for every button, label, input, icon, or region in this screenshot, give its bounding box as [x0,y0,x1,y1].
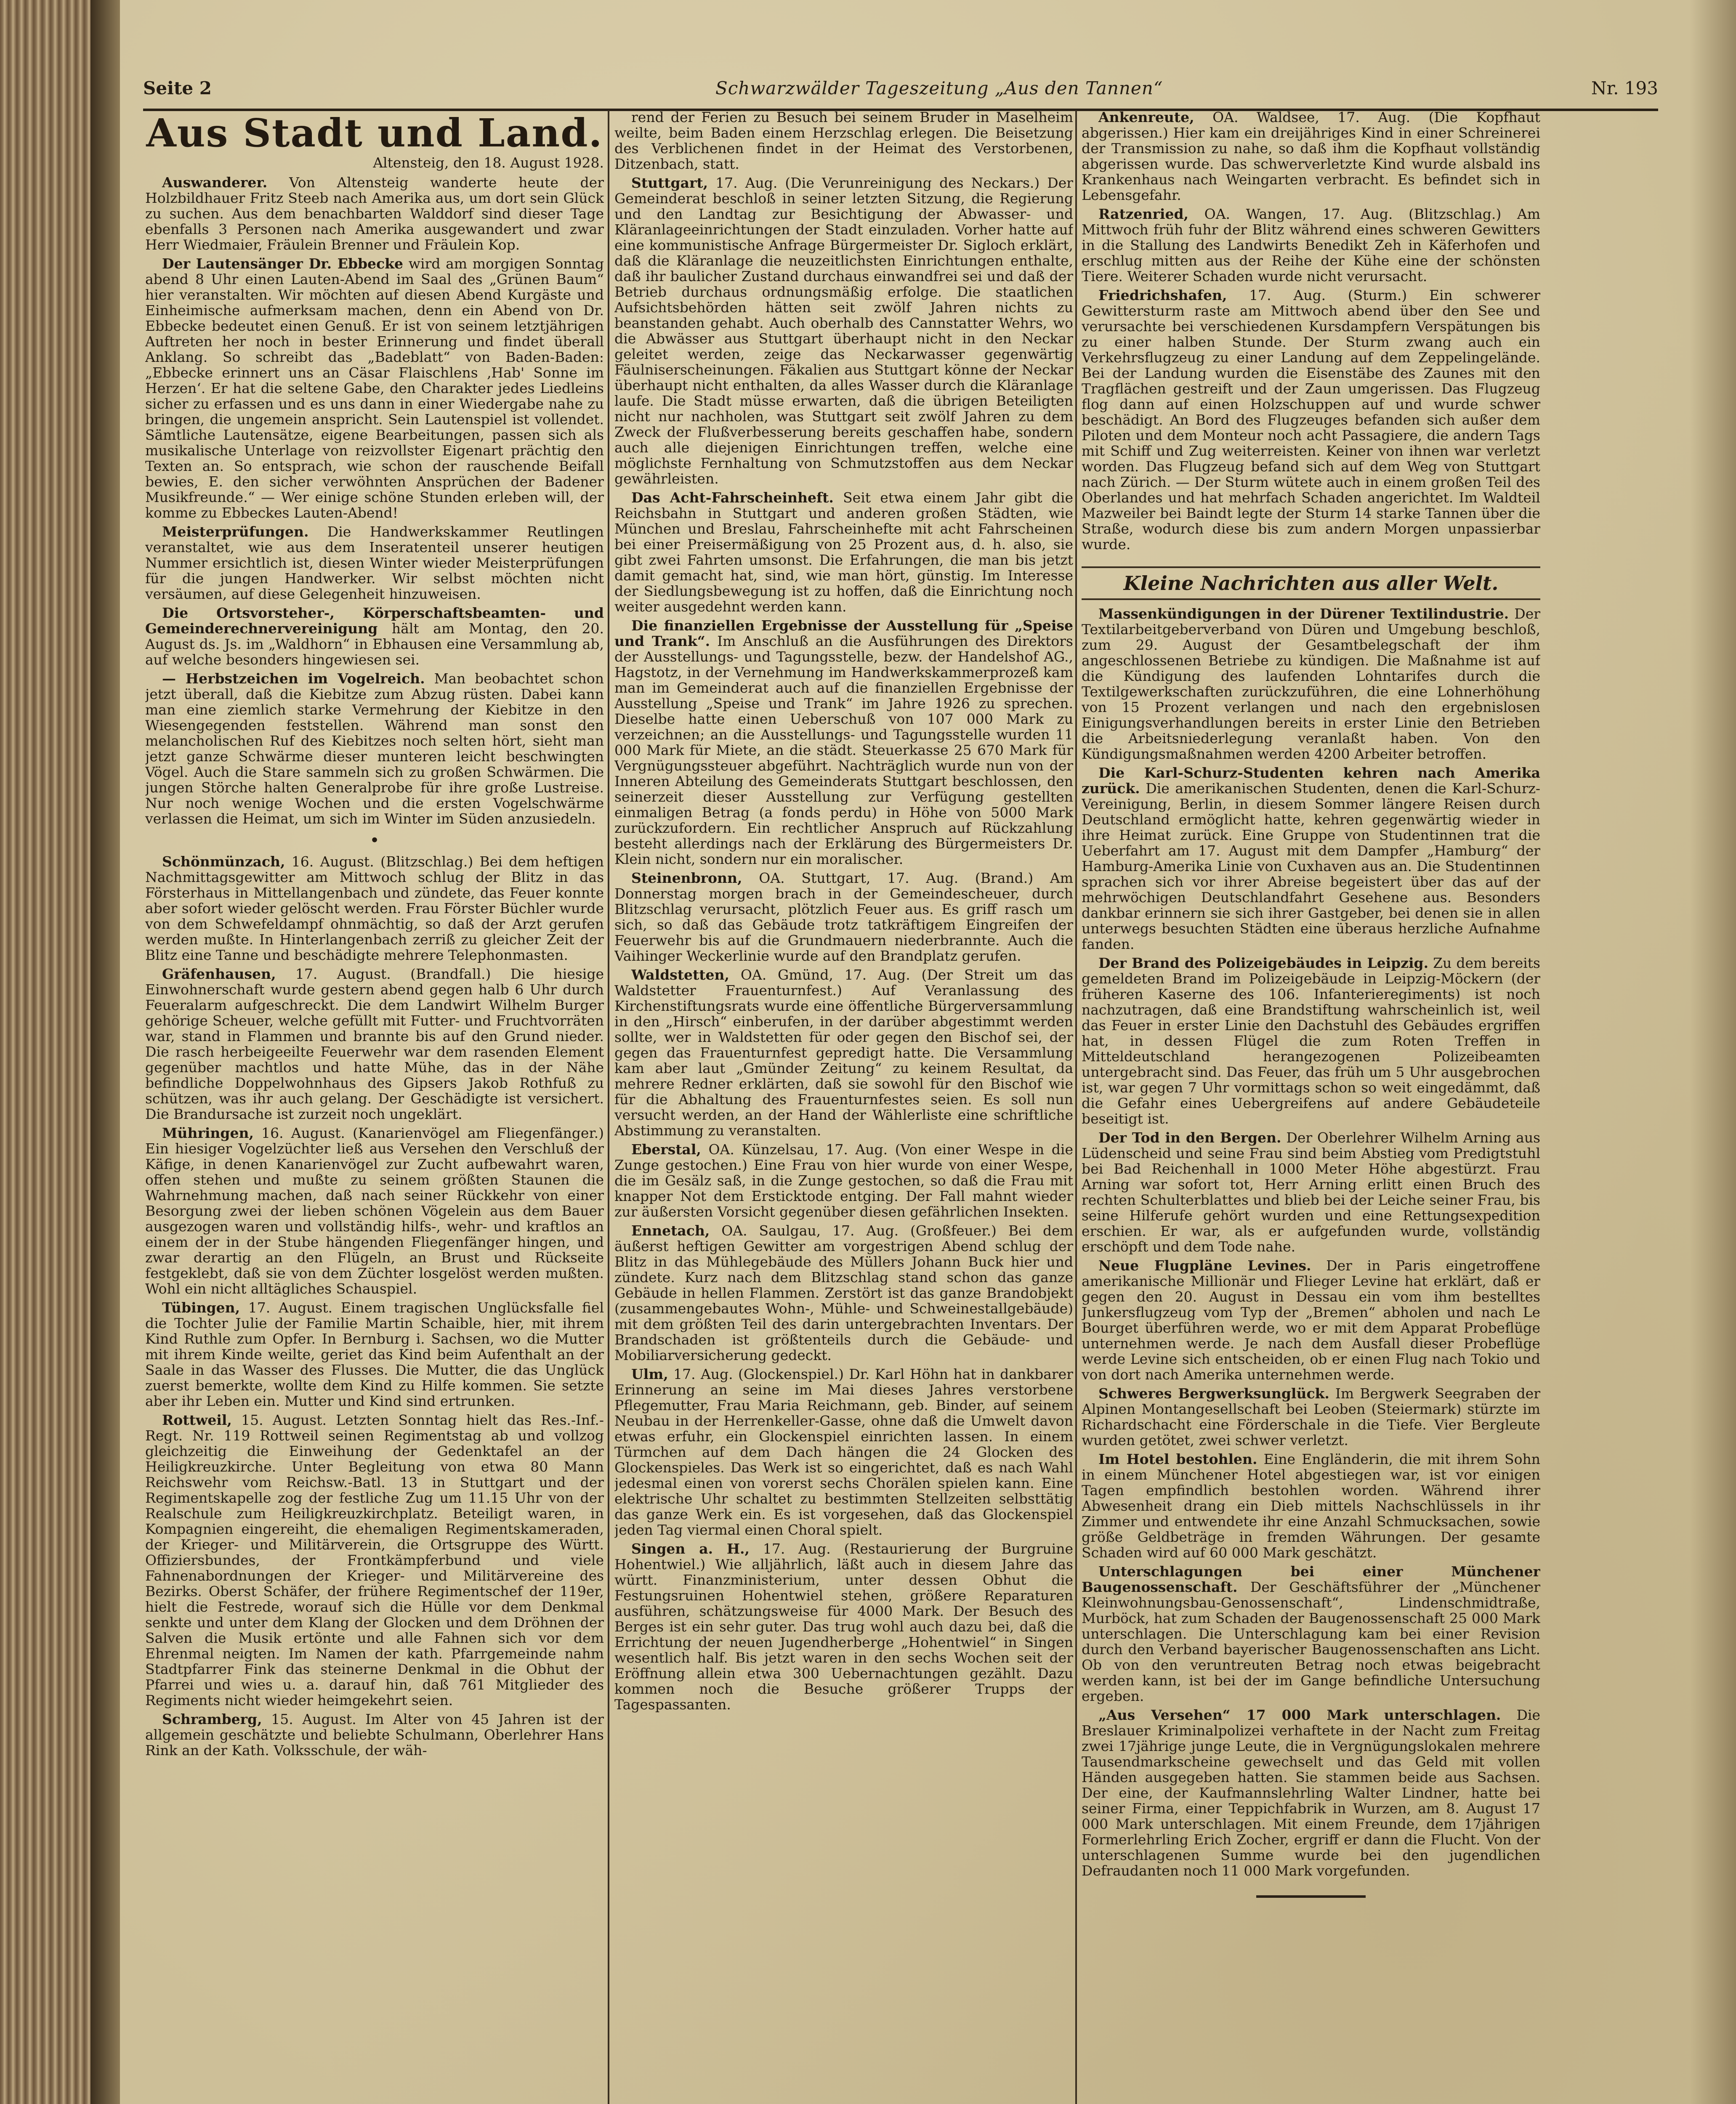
column-3 [1082,109,1540,2104]
article-paragraph [145,1300,604,1409]
gutter-shadow [90,0,120,2104]
article-lead: Ratzenried, [1098,206,1189,222]
article-text: 17. Aug. (Sturm.) Ein schwerer Gewittersturm raste am Mittwoch abend über den See und verursachte bei verschiedenen Kursdampfern Verspätungen bis zu einer halben Stunde. Der Sturm zwang auch ein Verkehrsflugzeug zu einer Landung auf dem Zeppelingelände. Bei der Landung wurden die Eisenstäbe des Zaunes mit den Tragflächen gestreift und der Zaun umgerissen. Das Flugzeug flog dann auf einen Holzschuppen auf und wurde schwer beschädigt. An Bord des Flugzeuges befanden sich außer dem Piloten und dem Monteur noch acht Passagiere, die andern Tags mit Schiff und Zug weiterreisten. Keiner von ihnen war verletzt worden. Das Flugzeug befand sich auf dem Weg von Stuttgart nach Zürich. — Der Sturm wütete auch in einem großen Teil des Oberlandes und hat mehrfach Schaden angerichtet. Im Waldteil Mazweiler bei Baindt legte der Sturm 14 starke Tannen über die Straße, wodurch diese bis zum andern Morgen unpassierbar wurde. [1082,287,1540,553]
col1-articles [145,175,604,1758]
article-text: Der Textilarbeitgeberverband von Düren und Umgebung beschloß, zum 29. August der Gesamtbelegschaft der ihm angeschlossenen Betriebe zu kündigen. Die Maßnahme ist auf die Kündigung des laufenden Lohntarifes durch die Textilgewerkschaften zurückzuführen, die eine Lohnerhöhung von 15 Prozent verlangen und nach den ergebnislosen Einigungsverhandlungen bereits in erster Linie den Betrieben die Arbeitsniederlegung veranlaßt haben. Von den Kündigungsmaßnahmen werden 4200 Arbeiter betroffen. [1082,606,1540,762]
article-paragraph [145,524,604,602]
article-text: wird am morgigen Sonntag abend 8 Uhr einen Lauten-Abend im Saal des „Grünen Baum“ hier veranstalten. Wir möchten auf diesen Abend Kurgäste und Einheimische aufmerksam machen, denn ein Abend von Dr. Ebbecke bedeutet einen Genuß. Er ist von seinem letztjährigen Auftreten her noch in bester Erinnerung und findet überall Anklang. So schreibt das „Badeblatt“ von Baden-Baden: „Ebbecke erinnert uns an Cäsar Flaischlens ‚Hab' Sonne im Herzen‘. Er hat die seltene Gabe, den Charakter jedes Liedleins sicher zu erfassen und es uns dann in einer Wiedergabe nahe zu bringen, die ungemein anspricht. Sein Lautenspiel ist vollendet. Sämtliche Lautensätze, eigene Bearbeitungen, passen sich als musikalische Unterlage von reizvollster Eigenart prächtig den Texten an. So entsprach, wie schon der rauschende Beifall bewies, E. den sicher verwöhnten Ansprüchen der Badener Musikfreunde.“ — Wer einige schöne Stunden erleben will, der komme zu Ebbeckes Lauten-Abend! [145,255,604,521]
article-lead: Der Tod in den Bergen. [1098,1129,1281,1146]
separator-dot: • [370,832,379,848]
column-2 [614,109,1073,2104]
article-lead: Schönmünzach, [162,853,285,870]
article-text: Von Altensteig wanderte heute der Holzbildhauer Fritz Steeb nach Amerika aus, um dort sein Glück zu suchen. Aus dem benachbarten Walddorf sind dieser Tage ebenfalls 3 Personen nach Amerika ausgewandert und zwar Herr Wiedmaier, Fräulein Brenner und Fräulein Kop. [145,174,604,253]
article-paragraph [614,1541,1073,1712]
article-text: Der in Paris eingetroffene amerikanische Millionär und Flieger Levine hat erklärt, daß er gegen den 20. August in Dessau ein vom ihm bestelltes Junkersflugzeug vom Typ der „Bremen“ abholen und nach Le Bourget überführen werde, wo er mit dem Apparat Probeflüge unternehmen werde. Je nach dem Ausfall dieser Probeflüge werde Levine sich entscheiden, ob er einen Flug nach Tokio und von dort nach Amerika unternehmen werde. [1082,1257,1540,1383]
article-text: 16. August. (Kanarienvögel am Fliegenfänger.) Ein hiesiger Vogelzüchter ließ aus Versehen den Verschluß der Käfige, in denen Kanarienvögel zur Zucht aufbewahrt waren, offen stehen und mußte zu seinem größten Staunen die Wahrnehmung machen, daß nach seiner Rückkehr von einer Besorgung zwei der lieben schönen Vögelein aus dem Bauer ausgezogen waren und vollständig hilfs-, wehr- und kraftlos an einem der in der Stube hängenden Fliegenfänger hingen, und zwar derartig an den Flügeln, an Brust und Rückseite festgeklebt, daß sie von dem Züchter losgelöst werden mußten. Wohl ein nicht alltägliches Schauspiel. [145,1125,604,1297]
article-text: 15. August. Letzten Sonntag hielt das Res.-Inf.-Regt. Nr. 119 Rottweil seinen Regimentstag ab und vollzog gleichzeitig die Einweihung der Gedenktafel an der Heiligkreuzkirche. Unter Begleitung von etwa 80 Mann Reichswehr vom Reichsw.-Batl. 13 in Stuttgart und der Regimentskapelle zog der festliche Zug um 11.15 Uhr von der Realschule zum Heiligkreuzkirchplatz. Beteiligt waren, in Kompagnien eingereiht, die ehemaligen Regimentskameraden, der Krieger- und Militärverein, die Ortsgruppe des Württ. Offiziersbundes, der Frontkämpferbund und viele Fahnenabordnungen der Krieger- und Militärvereine des Bezirks. Oberst Schäfer, der frühere Regimentschef der 119er, hielt die Festrede, worauf sich die Hülle vor dem Denkmal senkte und unter dem Klang der Glocken und dem Dröhnen der Salven die Musik ertönte und alle Fahnen sich vor dem Ehrenmal neigten. Im Namen der kath. Pfarrgemeinde nahm Stadtpfarrer Fink das steinerne Denkmal in die Obhut der Pfarrei und wies u. a. darauf hin, daß 761 Mitglieder des Regiments nicht wieder heimgekehrt seien. [145,1412,604,1708]
article-paragraph [614,618,1073,867]
article-paragraph [1082,1258,1540,1382]
page-label: Seite 2 [143,78,212,98]
article-text: rend der Ferien zu Besuch bei seinem Bruder in Maselheim weilte, beim Baden einem Herzschlag erlegen. Die Beisetzung des Verblichenen findet in der Heimat des Verstorbenen, Ditzenbach, statt. [614,109,1073,172]
article-lead: Meisterprüfungen. [162,523,309,540]
article-text: Der Geschäftsführer der „Münchener Kleinwohnungsbau-Genossenschaft“, Lindenschmidtraße, Murböck, hat zum Schaden der Baugenossenschaft 25 000 Mark unterschlagen. Die Unterschlagung kam bei einer Revision durch den Verband bayerischer Baugenossenschaften ans Licht. Ob von den veruntreuten Betrag noch etwas beigebracht werden kann, ist bei der im Gange befindliche Untersuchung ergeben. [1082,1579,1540,1704]
article-text: Die Handwerkskammer Reutlingen veranstaltet, wie aus dem Inseratenteil unserer heutigen Nummer ersichtlich ist, diesen Winter wieder Meisterprüfungen für die jungen Handwerker. Wir selbst möchten nicht versäumen, auf diese Gelegenheit hinzuweisen. [145,523,604,602]
article-text: Zu dem bereits gemeldeten Brand im Polizeigebäude in Leipzig-Möckern (der früheren Kaserne des 106. Infanterieregiments) ist noch nachzutragen, daß eine Brandstiftung wahrscheinlich ist, weil das Feuer in erster Linie den Dachstuhl des Gebäudes ergriffen hat, in dessen Flügel die zum Roten Treffen in Mitteldeutschland herangezogenen Polizeibeamten untergebracht sind. Das Feuer, das früh um 5 Uhr ausgebrochen ist, war gegen 7 Uhr vormittags schon so weit eingedämmt, daß die Gefahr eines Uebergreifens auf andere Gebäudeteile beseitigt ist. [1082,955,1540,1127]
article-text: Im Anschluß an die Ausführungen des Direktors der Ausstellungs- und Tagungsstelle, bezw. der Handelshof AG., Hagstotz, in der Vernehmung im Handwerkskammerprozeß kam man im Gemeinderat auch auf die finanziellen Ergebnisse der Ausstellung „Speise und Trank“ im Jahre 1926 zu sprechen. Dieselbe hatte einen Ueberschuß von 107 000 Mark zu verzeichnen; an die Ausstellungs- und Tagungsstelle wurden 11 000 Mark für Miete, an die städt. Steuerkasse 25 670 Mark für Vergnügungssteuer abgeführt. Nachträglich wurde nun von der Inneren Abteilung des Gemeinderats Stuttgart beschlossen, den seinerzeit dieser Ausstellung zur Verfügung gestellten einmaligen Betrag (a fonds perdu) in Höhe von 5000 Mark zurückzufordern. Ein rechtlicher Anspruch auf Rückzahlung besteht allerdings nach der Erklärung des Bürgermeisters Dr. Klein nicht, sondern nur ein moralischer. [614,633,1073,867]
article-text: 15. August. Im Alter von 45 Jahren ist der allgemein geschätzte und beliebte Schulmann, Oberlehrer Hans Rink an der Kath. Volksschule, der wäh- [145,1711,604,1759]
article-paragraph [614,1366,1073,1538]
article-paragraph [614,870,1073,964]
article-lead: Rottweil, [162,1412,232,1428]
article-text: 16. August. (Blitzschlag.) Bei dem heftigen Nachmittagsgewitter am Mittwoch schlug der Blitz in das Försterhaus in Mittellangenbach und zündete, das Feuer konnte aber sofort wieder gelöscht werden. Frau Förster Büchler wurde von dem Schwefeldampf ohnmächtig, so daß der Arzt gerufen werden mußte. In Hinterlangenbach zerriß zu gleicher Zeit der Blitz eine Tanne und beschädigte mehrere Telephonmasten. [145,853,604,963]
article-paragraph [145,1412,604,1708]
article-lead: Schramberg, [162,1711,262,1727]
article-text: Die Breslauer Kriminalpolizei verhaftete in der Nacht zum Freitag zwei 17jährige junge Leute, die in Vergnügungslokalen mehrere Tausendmarkscheine gewechselt und das Geld mit vollen Händen ausgegeben hatten. Sie stammen beide aus Sachsen. Der eine, der Kaufmannslehrling Walter Lindner, hatte bei seiner Firma, einer Teppichfabrik in Wurzen, am 8. August 17 000 Mark unterschlagen. Mit einem Freunde, dem 17jährigen Formerlehrling Erich Zocher, ergriff er dann die Flucht. Von der unterschlagenen Summe wurde bei den jugendlichen Defraudanten noch 11 000 Mark vorgefunden. [1082,1707,1540,1879]
article-text: Eine Engländerin, die mit ihrem Sohn in einem Münchener Hotel abgestiegen war, ist vor einigen Tagen empfindlich bestohlen worden. Während ihrer Abwesenheit drang ein Dieb mittels Nachschlüssels in ihr Zimmer und entwendete ihr eine Anzahl Schmucksachen, sowie größe Geldbeträge in fremden Währungen. Der gesamte Schaden wird auf 60 000 Mark geschätzt. [1082,1451,1540,1561]
article-paragraph [1082,1386,1540,1448]
paper-name: Schwarzwälder Tageszeitung „Aus den Tannen“ [715,78,1163,98]
article-text: OA. Wangen, 17. Aug. (Blitzschlag.) Am Mittwoch früh fuhr der Blitz während eines schweren Gewitters in die Stallung des Landwirts Benedikt Zeh in Käferhofen und erschlug mitten aus der Reihe der Kühe eine der schönsten Tiere. Weiterer Schaden wurde nicht verursacht. [1082,206,1540,284]
article-lead: Das Acht-Fahrscheinheft. [631,489,834,506]
article-paragraph [1082,1130,1540,1254]
article-paragraph [1082,206,1540,284]
article-paragraph [145,605,604,667]
dateline: Altensteig, den 18. August 1928. [373,154,604,171]
article-text: 17. Aug. (Restaurierung der Burgruine Hohentwiel.) Wie alljährlich, läßt auch in diesem Jahre das württ. Finanzministerium, unter dessen Obhut die Festungsruinen Hohentwiel stehen, größere Reparaturen ausführen, schätzungsweise für 4000 Mark. Der Besuch des Berges ist ein sehr guter. Das trug wohl auch dazu bei, daß die Errichtung der neuen Jugendherberge „Hohentwiel“ in Singen wesentlich half. Bis jetzt waren in den sechs Wochen seit der Eröffnung allein etwa 300 Uebernachtungen gezählt. Dazu kommen noch die Besuche größerer Trupps der Tagespassanten. [614,1541,1073,1713]
article-paragraph [614,175,1073,486]
article-lead: Neue Flugpläne Levines. [1098,1257,1311,1274]
article-paragraph [1082,765,1540,952]
article-paragraph [1082,109,1540,203]
article-text: 17. Aug. (Die Verunreinigung des Neckars.) Der Gemeinderat beschloß in seiner letzten Sitzung, die Regierung und den Landtag zur Besichtigung der Abwasser- und Kläranlageeinrichtungen der Stadt einzuladen. Vorher hatte auf eine kommunistische Anfrage Bürgermeister Dr. Sigloch erklärt, daß die Kläranlage die neuzeitlichsten Einrichtungen enthalte, daß ihr baulicher Zustand durchaus einwandfrei sei und daß der Betrieb durchaus ordnungsmäßig erfolge. Die staatlichen Aufsichtsbehörden hätten seit zwölf Jahren nichts zu beanstanden gehabt. Auch oberhalb des Cannstatter Wehrs, wo die Abwässer aus Stuttgart überhaupt nicht in den Neckar geleitet werden, zeige das Neckarwasser gegenwärtig Fäulniserscheinungen. Fäkalien aus Stuttgart könne der Neckar überhaupt nicht enthalten, da alles Wasser durch die Kläranlage laufe. Die Stadt müsse erwarten, daß die übrigen Beteiligten nicht nur nachholen, was Stuttgart seit zwölf Jahren zu dem Zweck der Flußverbesserung bereits geschaffen habe, sondern auch alle diejenigen Einrichtungen treffen, welche eine möglichste Fernhaltung von Schmutzstoffen aus dem Neckar gewährleisten. [614,175,1073,487]
article-lead: Steinenbronn, [631,870,742,886]
article-text: OA. Stuttgart, 17. Aug. (Brand.) Am Donnerstag morgen brach in der Gemeindescheuer, durch Blitzschlag verursacht, plötzlich Feuer aus. Es griff rasch um sich, so daß das Gebäude trotz tatkräftigem Eingreifen der Feuerwehr bis auf die Grundmauern niederbrannte. Auch die Vaihinger Weckerlinie wurde auf den Brandplatz gerufen. [614,870,1073,964]
section-headline: Aus Stadt und Land. [146,110,603,156]
article-paragraph [145,1711,604,1758]
column-rule [1075,110,1077,2104]
article-text: Der Oberlehrer Wilhelm Arning aus Lüdenscheid und seine Frau sind beim Abstieg vom Predigtstuhl bei Bad Reichenhall in 1000 Meter Höhe abgestürzt. Frau Arning war sofort tot, Herr Arning erlitt einen Bruch des rechten Schulterblattes und blieb bei der Leiche seiner Frau, bis seine Hilferufe gehört wurden und eine Rettungsexpedition erschien. Er war, als er aufgefunden wurde, vollständig erschöpft und dem Tode nahe. [1082,1129,1540,1255]
article-paragraph [1082,606,1540,762]
end-rule [1256,1895,1366,1898]
article-lead: Massenkündigungen in der Dürener Textilindustrie. [1098,606,1509,622]
article-lead: Der Brand des Polizeigebäudes in Leipzig. [1098,955,1429,971]
col3-articles [1082,109,1540,552]
article-paragraph [614,109,1073,172]
book-spine [0,0,90,2104]
article-lead: Waldstetten, [631,967,729,983]
article-paragraph [145,1125,604,1296]
article-lead: Friedrichshafen, [1098,287,1227,303]
article-lead: Stuttgart, [631,175,708,191]
masthead [143,78,1658,107]
article-paragraph [1082,1451,1540,1560]
col3b-articles [1082,606,1540,1878]
article-paragraph [145,671,604,826]
article-text: OA. Saulgau, 17. Aug. (Großfeuer.) Bei dem äußerst heftigen Gewitter am vorgestrigen Abend schlug der Blitz in das Mühlegebäude des Müllers Johann Buck hier und zündete. Kurz nach dem Blitzschlag stand schon das ganze Gebäude in hellen Flammen. Zerstört ist das ganze Brandobjekt (zusammengebautes Wohn-, Mühle- und Schweinestallgebäude) mit dem größten Teil des darin untergebrachten Inventars. Der Brandschaden ist größtenteils durch die Gebäude- und Mobiliarversicherung gedeckt. [614,1222,1073,1363]
article-lead: Unterschlagungen bei einer Münchener Baugenossenschaft. [1082,1563,1540,1595]
article-lead: Eberstal, [631,1141,701,1158]
article-lead: Gräfenhausen, [162,966,276,982]
article-text: 17. Aug. (Glockenspiel.) Dr. Karl Höhn hat in dankbarer Erinnerung an seine im Mai dieses Jahres verstorbene Pflegemutter, Frau Maria Reichmann, geb. Binder, auf seinem Neubau in der Herrenkeller-Gasse, ohne daß die Umwelt davon etwas erfuhr, ein Glockenspiel einrichten lassen. In einem Türmchen auf dem Dach hängen die 24 Glocken des Glockenspieles. Das Werk ist so eingerichtet, daß es nach Wahl jedesmal einen von vorerst sechs Chorälen spielen kann. Eine elektrische Uhr schaltet zu bestimmten Stellzeiten selbsttätig das ganze Werk ein. Es ist vorgesehen, daß das Glockenspiel jeden Tag viermal einen Choral spielt. [614,1366,1073,1538]
section-heading-kleine-nachrichten: Kleine Nachrichten aus aller Welt. [1082,566,1540,600]
article-text: Man beobachtet schon jetzt überall, daß die Kiebitze zum Abzug rüsten. Dabei kann man eine ziemlich starke Vermehrung der Kiebitze in den Wiesengegenden feststellen. Während man sonst den melancholischen Ruf des Kiebitzes noch selten hört, sieht man jetzt ganze Schwärme dieser munteren leicht beschwingten Vögel. Auch die Stare sammeln sich zu großen Schwärmen. Die jungen Störche halten Generalprobe für ihre große Lustreise. Nur noch wenige Wochen und die ersten Vogelschwärme verlassen die Heimat, um sich im Winter im Süden anzusiedeln. [145,670,604,827]
article-text: Im Bergwerk Seegraben der Alpinen Montangesellschaft bei Leoben (Steiermark) stürzte im Richardschacht eine Förderschale in die Tiefe. Vier Bergleute wurden getötet, zwei schwer verletzt. [1082,1385,1540,1448]
article-lead: Schweres Bergwerksunglück. [1098,1385,1329,1402]
col2-articles [614,109,1073,1712]
article-paragraph [145,854,604,963]
article-paragraph [145,966,604,1122]
article-lead: Die finanziellen Ergebnisse der Ausstellung für „Speise und Trank“. [614,617,1073,649]
article-lead: Im Hotel bestohlen. [1098,1451,1257,1467]
article-paragraph [1082,287,1540,552]
article-text: OA. Gmünd, 17. Aug. (Der Streit um das Waldstetter Frauenturnfest.) Auf Veranlassung des Kirchenstiftungsrats wurde eine öffentliche Bürgerversammlung in den „Hirsch“ einberufen, in der darüber abgestimmt werden sollte, wer in Waldstetten für oder gegen den Bischof sei, der gegen das Frauenturnfest gepredigt hatte. Die Versammlung kam aber laut „Gmünder Zeitung“ zu keinem Resultat, da mehrere Redner erklärten, daß sie sowohl für den Bischof wie für die Abhaltung des Frauenturnfestes seien. Es soll nun versucht werden, an der Hand der Wählerliste eine schriftliche Abstimmung zu veranstalten. [614,967,1073,1139]
article-text: OA. Waldsee, 17. Aug. (Die Kopfhaut abgerissen.) Hier kam ein dreijähriges Kind in einer Schreinerei der Transmission zu nahe, so daß ihm die Kopfhaut vollständig abgerissen wurde. Das schwerverletzte Kind wurde alsbald ins Krankenhaus nach Weingarten verbracht. Es befindet sich in Lebensgefahr. [1082,109,1540,203]
article-text: 17. August. Einem tragischen Unglücksfalle fiel die Tochter Julie der Familie Martin Schaible, hier, mit ihrem Kind Ruthle zum Opfer. In Bernburg i. Sachsen, wo die Mutter mit ihrem Kinde weilte, geriet das Kind beim Aufenthalt an der Saale in das Wasser des Flusses. Die Mutter, die das Unglück zuerst bemerkte, wollte dem Kind zu Hilfe kommen. Sie setzte aber ihr Leben ein. Mutter und Kind sind ertrunken. [145,1299,604,1409]
article-paragraph [145,256,604,521]
article-text: 17. August. (Brandfall.) Die hiesige Einwohnerschaft wurde gestern abend gegen halb 6 Uhr durch Feueralarm aufgeschreckt. Die dem Landwirt Wilhelm Burger gehörige Scheuer, welche gefüllt mit Futter- und Fruchtvorräten war, stand in Flammen und brannte bis auf den Grund nieder. Die rasch herbeigeeilte Feuerwehr war dem rasenden Element gegenüber machtlos und hatte Mühe, das in der Nähe befindliche Doppelwohnhaus des Gipsers Jakob Rothfuß zu schützen, was ihr auch gelang. Der Geschädigte ist versichert. Die Brandursache ist zurzeit noch ungeklärt. [145,966,604,1122]
article-lead: Ennetach, [631,1222,710,1239]
article-lead: Die Ortsvorsteher-, Körperschaftsbeamten- und Gemeinderechnervereinigung [145,605,604,637]
article-paragraph [1082,1564,1540,1704]
article-lead: Auswanderer. [162,174,268,191]
article-text: hält am Montag, den 20. August ds. Js. im „Waldhorn“ in Ebhausen eine Versammlung ab, auf welche besonders hingewiesen sei. [145,620,604,668]
article-lead: Ulm, [631,1366,668,1382]
article-lead: Der Lautensänger Dr. Ebbecke [162,255,403,272]
article-lead: „Aus Versehen“ 17 000 Mark unterschlagen. [1098,1707,1501,1723]
article-paragraph [1082,1707,1540,1878]
article-lead: — Herbstzeichen im Vogelreich. [162,670,425,687]
article-lead: Mühringen, [162,1125,254,1141]
article-paragraph [1082,955,1540,1126]
article-lead: Tübingen, [162,1299,240,1316]
article-paragraph [614,490,1073,614]
article-lead: Ankenreute, [1098,109,1194,125]
article-paragraph [145,175,604,252]
issue-number: Nr. 193 [1591,78,1658,98]
article-paragraph [614,1223,1073,1363]
article-text: Seit etwa einem Jahr gibt die Reichsbahn in Stuttgart und anderen großen Städten, wie München und Breslau, Fahrscheinhefte mit acht Fahrscheinen bei einer Preisermäßigung von 25 Prozent aus, d. h. also, sie gibt zwei Fahrten umsonst. Die Erfahrungen, die man bis jetzt damit gemacht hat, sind, wie man hört, günstig. Im Interesse der Siedlungsbewegung ist zu hoffen, daß die Einrichtung noch weiter ausgedehnt werden kann. [614,489,1073,615]
page-edge-shadow [1690,0,1736,2104]
article-paragraph [614,967,1073,1138]
article-text: Die amerikanischen Studenten, denen die Karl-Schurz-Vereinigung, Berlin, in diesem Sommer längere Reisen durch Deutschland ermöglicht hatte, kehren gegenwärtig wieder in ihre Heimat zurück. Eine Gruppe von Studentinnen trat die Ueberfahrt am 17. August mit dem Dampfer „Hamburg“ der Hamburg-Amerika Linie von Cuxhaven aus an. Die Studentinnen sprachen sich vor ihrer Abreise begeistert über das auf der mehrwöchigen Deutschlandfahrt Gesehene aus. Besonders dankbar erinnern sie sich ihrer Gastgeber, bei denen sie in allen unterwegs besuchten Städten eine überaus herzliche Aufnahme fanden. [1082,780,1540,952]
column-rule [608,110,609,2104]
article-text: OA. Künzelsau, 17. Aug. (Von einer Wespe in die Zunge gestochen.) Eine Frau von hier wurde von einer Wespe, die im Gesälz saß, in die Zunge gestochen, so daß die Frau mit knapper Not dem Ersticktode entging. Der Fall mahnt wieder zur äußersten Vorsicht gegenüber diesen gefährlichen Insekten. [614,1141,1073,1220]
article-paragraph [614,1142,1073,1219]
article-lead: Die Karl-Schurz-Studenten kehren nach Amerika zurück. [1082,765,1540,797]
article-lead: Singen a. H., [631,1541,750,1557]
column-1 [145,109,604,2104]
